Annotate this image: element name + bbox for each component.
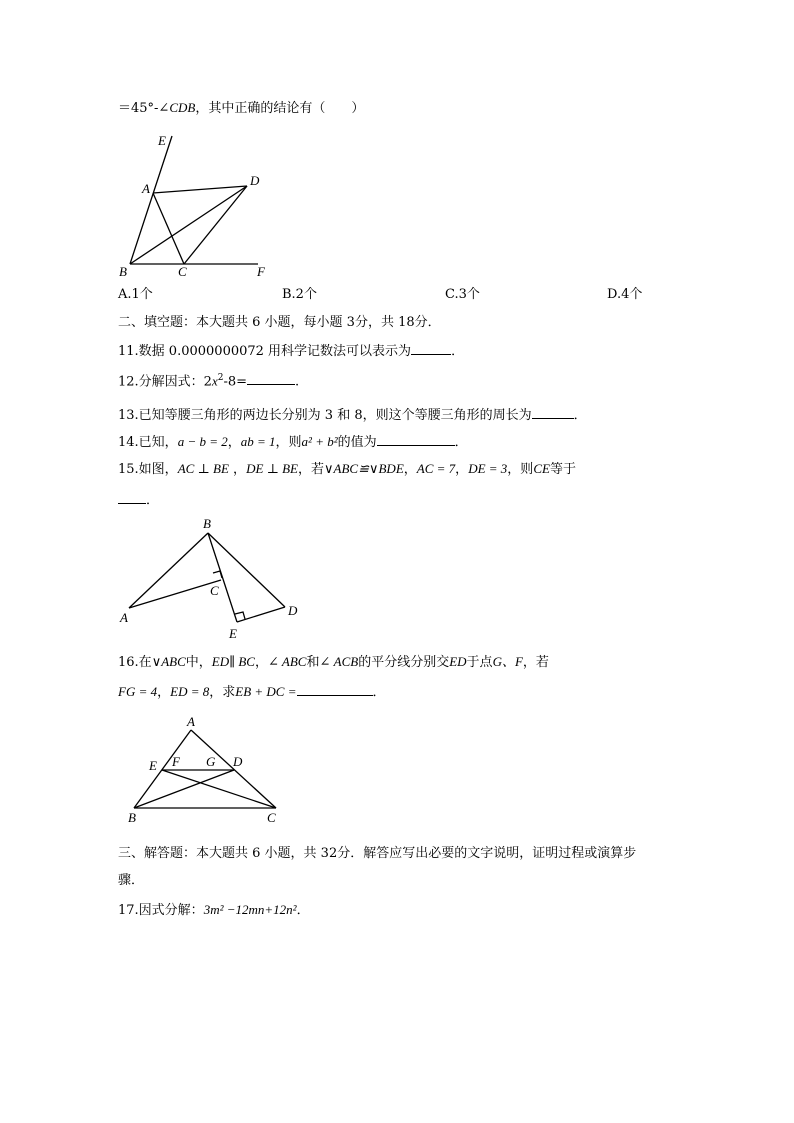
q15-suffix: ，则 xyxy=(507,462,534,477)
q10-label-c: C xyxy=(178,264,187,279)
q13-end: ． xyxy=(573,408,587,423)
q10-cont-var: CDB xyxy=(169,100,196,115)
q16-mid2: ， xyxy=(254,655,268,670)
q14-end: ． xyxy=(454,435,468,450)
q12-sup: 2 xyxy=(217,373,224,383)
q10-label-d: D xyxy=(250,173,260,188)
q10-option-a: A.1个 xyxy=(118,287,153,302)
q16-end: ． xyxy=(372,685,386,700)
q15-rel1: AC ⊥ BE xyxy=(177,461,229,476)
q14-cond1: a − b = 2 xyxy=(177,434,228,449)
q16-angle1: ∠ ABC xyxy=(268,654,307,669)
q16-mid1: 中， xyxy=(185,655,212,670)
q15-rel2: DE ⊥ BE xyxy=(246,461,298,476)
q17-expr: 3m² −12mn+12n² xyxy=(203,902,297,917)
q17 xyxy=(118,901,310,920)
section3-line2: 骤． xyxy=(118,873,145,888)
q11-text: 11.数据 0.0000000072 用科学记数法可以表示为 xyxy=(118,344,412,359)
q10-option-d: D.4个 xyxy=(607,287,643,302)
q10-cont-prefix: ＝45°-∠ xyxy=(118,101,170,116)
q14-suffix: 的值为 xyxy=(337,435,377,450)
q14-expr: a² + b² xyxy=(301,434,338,449)
q12-prefix: 12.分解因式：2 xyxy=(118,374,212,390)
q16-line-ac xyxy=(191,730,276,808)
q15-label-c: C xyxy=(210,583,219,598)
q11-end: ． xyxy=(451,344,465,359)
q15-label-d: D xyxy=(288,603,298,618)
q17-prefix: 17.因式分解： xyxy=(118,903,204,918)
q14-cond2: ab = 1 xyxy=(240,434,276,449)
q14-prefix: 14.已知， xyxy=(118,435,178,450)
q13-text: 13.已知等腰三角形的两边长分别为 3 和 8，则这个等腰三角形的周长为 xyxy=(118,408,532,423)
q16-ask: EB + DC = xyxy=(235,684,297,699)
q16-mid3: 的平分线分别交 xyxy=(358,655,450,670)
q15-val1: AC = 7 xyxy=(416,461,456,476)
q16-fg: FG = 4 xyxy=(118,684,158,699)
q16-tri: ∨ABC xyxy=(151,654,186,669)
q16-prefix: 16.在 xyxy=(118,655,152,670)
q16-tail: ，若 xyxy=(522,655,549,670)
q10-label-b: B xyxy=(119,264,127,279)
q15-ask: CE xyxy=(533,461,550,476)
q12-end: . xyxy=(295,374,300,390)
q15-prefix: 15.如图， xyxy=(118,462,178,477)
q16-angle2: ∠ ACB xyxy=(319,654,359,669)
q16-line-ab xyxy=(134,730,191,808)
q10-label-a: A xyxy=(142,181,150,196)
q10-label-f: F xyxy=(257,264,265,279)
q16-label-d: D xyxy=(233,754,243,769)
q12-var: x xyxy=(211,373,218,389)
q14-mid: ，则 xyxy=(275,435,302,450)
q16-label-f: F xyxy=(172,754,180,769)
q17-end: ． xyxy=(296,903,310,918)
q15-val2: DE = 3 xyxy=(468,461,508,476)
q16-label-c: C xyxy=(267,810,276,825)
q16-line2: FG = 4，ED = 8，求EB + DC = ． xyxy=(118,684,386,700)
q15-label-e: E xyxy=(229,626,237,641)
q10-label-e: E xyxy=(158,133,166,148)
q16-ask-prefix: ，求 xyxy=(209,685,236,700)
q16-label-e: E xyxy=(149,758,157,773)
q16-label-b: B xyxy=(128,810,136,825)
q16-mid4: 于点 xyxy=(466,655,493,670)
q15: 15.如图，AC ⊥ BE ，DE ⊥ BE，若∨ABC≌∨BDE，AC = 7，DE = 3，则CE等于 xyxy=(118,461,576,477)
q10-cont-suffix: ，其中正确的结论有（ ） xyxy=(195,101,365,116)
section3-line1: 三、解答题：本大题共 6 小题，共 32分．解答应写出必要的文字说明，证明过程或演算步 xyxy=(118,846,637,861)
q15-label-a: A xyxy=(120,610,128,625)
q16-parallel: ED∥ BC xyxy=(211,654,255,669)
q15-congruence: ∨ABC≌∨BDE xyxy=(324,461,404,476)
q16-seg: ED xyxy=(449,654,467,669)
q16-label-a: A xyxy=(187,714,195,729)
q15-mid: ，若 xyxy=(298,462,325,477)
q16-and: 和 xyxy=(306,655,320,670)
q15-tail: 等于 xyxy=(549,462,576,477)
q16-ed: ED = 8 xyxy=(170,684,210,699)
q10-option-b: B.2个 xyxy=(282,287,317,302)
q16-points: G、F xyxy=(492,654,523,669)
q15-label-b: B xyxy=(203,516,211,531)
q14: 14.已知，a − b = 2，ab = 1，则a² + b²的值为 ． xyxy=(118,434,468,450)
q12-mid: -8= xyxy=(223,374,248,390)
q16-label-g: G xyxy=(206,754,216,769)
section2-heading: 二、填空题：本大题共 6 小题，每小题 3分，共 18分． xyxy=(118,315,441,330)
q10-option-c: C.3个 xyxy=(445,287,480,302)
q15-end: ． xyxy=(146,493,160,508)
